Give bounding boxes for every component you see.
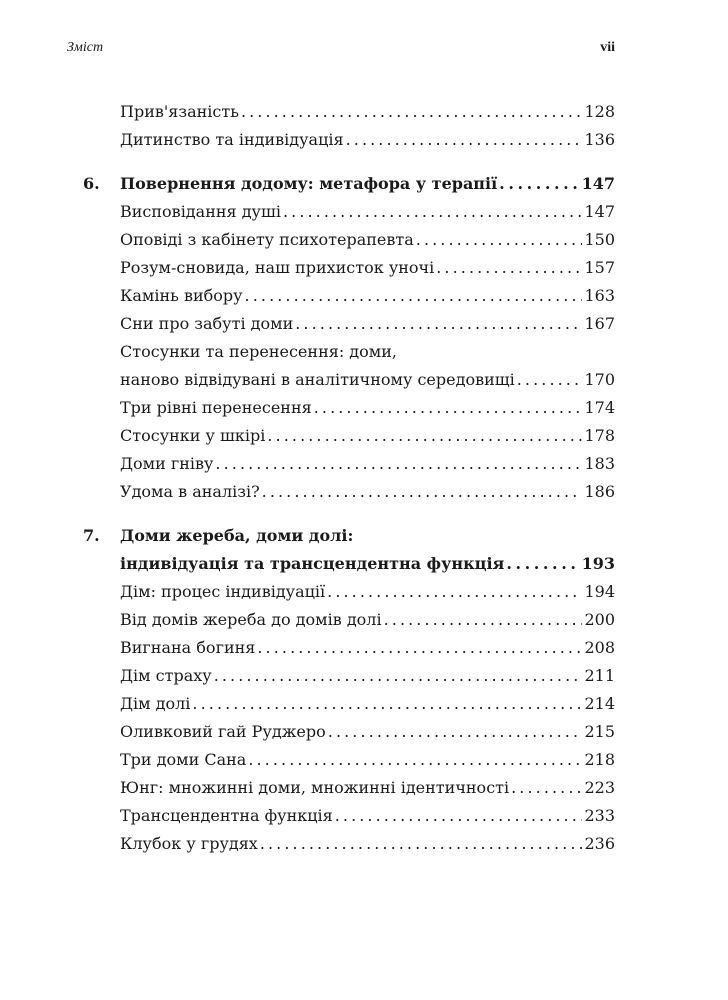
dot-leader <box>241 98 583 126</box>
dot-leader <box>260 830 583 858</box>
toc-entry-title: Дім долі <box>120 694 191 713</box>
toc-entry <box>83 422 615 450</box>
toc-entry-page: 170 <box>584 370 615 389</box>
chapter-title: Доми жереба, доми долі: <box>120 526 354 545</box>
toc-entry <box>83 774 615 802</box>
dot-leader <box>267 422 582 450</box>
toc-entry <box>83 718 615 746</box>
toc-entry <box>83 634 615 662</box>
toc-entry-page: 211 <box>584 666 615 685</box>
toc-entry-title: Дім: процес індивідуації <box>120 582 326 601</box>
page-number: vii <box>600 40 615 55</box>
toc-entry-page: 218 <box>584 750 615 769</box>
toc-entry-title: Трансцендентна функція <box>120 806 333 825</box>
running-head-title: Зміст <box>67 40 104 55</box>
toc-entry <box>83 282 615 310</box>
dot-leader <box>436 254 582 282</box>
toc-entry-page: 194 <box>584 582 615 601</box>
toc-entry <box>83 126 615 154</box>
dot-leader <box>295 310 582 338</box>
toc-entry <box>83 254 615 282</box>
dot-leader <box>192 690 582 718</box>
toc-entry-title: Три рівні перенесення <box>120 398 312 417</box>
toc-entry-title: Дитинство та індивідуація <box>120 130 344 149</box>
toc-entry-title: Стосунки у шкірі <box>120 426 266 445</box>
toc-entry <box>83 226 615 254</box>
toc-entry-page: 223 <box>584 778 615 797</box>
toc-entry-title: Висповідання душі <box>120 202 281 221</box>
toc-entry-line <box>83 338 615 366</box>
toc-entry <box>83 578 615 606</box>
toc-entry-page: 183 <box>584 454 615 473</box>
chapter-number: 7. <box>83 526 100 545</box>
toc-entry-page: 186 <box>584 482 615 501</box>
toc-entry-page: 178 <box>584 426 615 445</box>
toc-entry-title: наново відвідувані в аналітичному середовищі <box>120 370 515 389</box>
toc-entry-page: 167 <box>584 314 615 333</box>
toc-entry-title: Сни про забуті доми <box>120 314 294 333</box>
toc-entry-page: 233 <box>584 806 615 825</box>
toc-entry-page: 174 <box>584 398 615 417</box>
toc-entry-title: Удома в аналізі? <box>120 482 260 501</box>
toc-entry <box>83 830 615 858</box>
dot-leader <box>499 170 579 198</box>
toc-entry <box>83 662 615 690</box>
toc-entry <box>83 394 615 422</box>
toc-entry-title: Юнг: множинні доми, множинні ідентичності <box>120 778 510 797</box>
dot-leader <box>346 126 583 154</box>
chapter-heading <box>83 170 615 198</box>
spacer <box>83 154 615 170</box>
toc-entry-title: Від домів жереба до домів долі <box>120 610 382 629</box>
toc-entry <box>83 450 615 478</box>
dot-leader <box>214 662 583 690</box>
chapter-title: Повернення додому: метафора у терапії <box>120 174 498 193</box>
dot-leader <box>327 578 582 606</box>
dot-leader <box>328 718 583 746</box>
chapter-page: 147 <box>581 174 615 193</box>
toc-entry-title: Клубок у грудях <box>120 834 258 853</box>
running-head <box>67 40 615 56</box>
toc-entry-title: Стосунки та перенесення: доми, <box>120 342 397 361</box>
toc-entry-title: Розум-сновида, наш прихисток уночі <box>120 258 435 277</box>
dot-leader <box>215 450 582 478</box>
spacer <box>83 506 615 522</box>
toc-entry-title: Дім страху <box>120 666 212 685</box>
toc-entry-page: 215 <box>584 722 615 741</box>
toc-entry-page: 200 <box>584 610 615 629</box>
toc-entry <box>83 478 615 506</box>
toc-entry-title: Три доми Сана <box>120 750 247 769</box>
toc-entry-page: 208 <box>584 638 615 657</box>
toc-entry <box>83 98 615 126</box>
chapter-heading-continued <box>83 550 615 578</box>
toc-entry-page: 214 <box>584 694 615 713</box>
toc-entry <box>83 746 615 774</box>
toc-entry-title: Оливковий гай Руджеро <box>120 722 326 741</box>
dot-leader <box>506 550 579 578</box>
toc-entry-title: Прив'язаність <box>120 102 239 121</box>
dot-leader <box>248 746 582 774</box>
dot-leader <box>245 282 583 310</box>
toc-entry-title: Вигнана богиня <box>120 638 256 657</box>
toc-entry-page: 136 <box>584 130 615 149</box>
toc-entry <box>83 198 615 226</box>
toc-entry-page: 147 <box>584 202 615 221</box>
chapter-number: 6. <box>83 174 100 193</box>
dot-leader <box>335 802 583 830</box>
dot-leader <box>314 394 583 422</box>
toc-entry <box>83 802 615 830</box>
toc-entry-page: 157 <box>584 258 615 277</box>
toc-entry-title: Камінь вибору <box>120 286 243 305</box>
chapter-page: 193 <box>581 554 615 573</box>
toc-entry-page: 163 <box>584 286 615 305</box>
toc-entry <box>83 690 615 718</box>
dot-leader <box>511 774 582 802</box>
toc-entry-title: Оповіді з кабінету психотерапевта <box>120 230 414 249</box>
toc-entry <box>83 310 615 338</box>
dot-leader <box>283 198 582 226</box>
table-of-contents <box>83 98 615 858</box>
dot-leader <box>262 478 583 506</box>
dot-leader <box>416 226 583 254</box>
toc-entry <box>83 366 615 394</box>
dot-leader <box>257 634 582 662</box>
dot-leader <box>517 366 583 394</box>
chapter-title: індивідуація та трансцендентна функція <box>120 554 505 573</box>
toc-entry-title: Доми гніву <box>120 454 214 473</box>
toc-entry-page: 128 <box>584 102 615 121</box>
dot-leader <box>384 606 583 634</box>
toc-entry-page: 150 <box>584 230 615 249</box>
toc-entry-page: 236 <box>584 834 615 853</box>
chapter-heading <box>83 522 615 550</box>
toc-entry <box>83 606 615 634</box>
